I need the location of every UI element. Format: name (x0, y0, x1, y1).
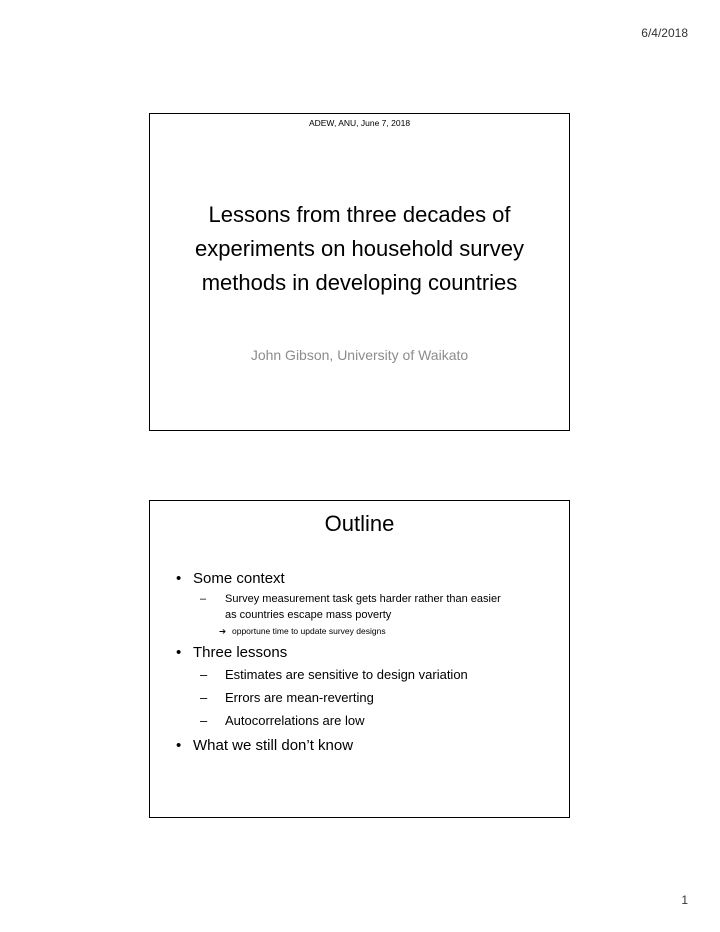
slide-event-note: ADEW, ANU, June 7, 2018 (308, 118, 411, 128)
title-line: Lessons from three decades of (208, 202, 511, 227)
sub-bullet-item (176, 686, 557, 709)
title-line: experiments on household survey (195, 236, 524, 261)
title-slide (149, 113, 570, 431)
title-line: methods in developing countries (201, 270, 518, 295)
author-affiliation: John Gibson, University of Waikato (250, 347, 469, 363)
outline-bullet-list (176, 565, 557, 756)
sub-bullet-text: Errors are mean-reverting (225, 690, 374, 705)
bullet-item (176, 569, 557, 589)
page-date: 6/4/2018 (641, 26, 688, 40)
bullet-text: What we still don’t know (193, 737, 354, 754)
sub-sub-bullet-text: opportune time to update survey designs (232, 626, 386, 636)
sub-bullet-item (176, 663, 557, 686)
bullet-text: Three lessons (193, 644, 288, 661)
dash-icon: – (200, 690, 208, 705)
sub-bullet-line: as countries escape mass poverty (225, 609, 392, 621)
dash-icon: – (200, 667, 208, 682)
dash-icon: – (200, 713, 208, 728)
outline-title: Outline (324, 511, 395, 536)
presentation-title (160, 198, 559, 300)
bullet-dot-icon: • (176, 644, 182, 661)
sub-bullet-text: Autocorrelations are low (225, 713, 365, 728)
right-arrow-icon: ➔ (219, 626, 227, 636)
sub-bullet-item (176, 709, 557, 732)
bullet-dot-icon: • (176, 570, 182, 587)
sub-bullet-item (176, 591, 557, 623)
bullet-text: Some context (193, 570, 285, 587)
bullet-dot-icon: • (176, 737, 182, 754)
dash-icon: – (200, 593, 207, 605)
outline-slide (149, 500, 570, 818)
sub-sub-bullet-item (176, 623, 557, 639)
sub-bullet-line: Survey measurement task gets harder rather than easier (225, 593, 501, 605)
page-number: 1 (681, 893, 688, 907)
sub-bullet-text: Estimates are sensitive to design variation (225, 667, 468, 682)
bullet-item (176, 643, 557, 663)
bullet-item (176, 736, 557, 756)
